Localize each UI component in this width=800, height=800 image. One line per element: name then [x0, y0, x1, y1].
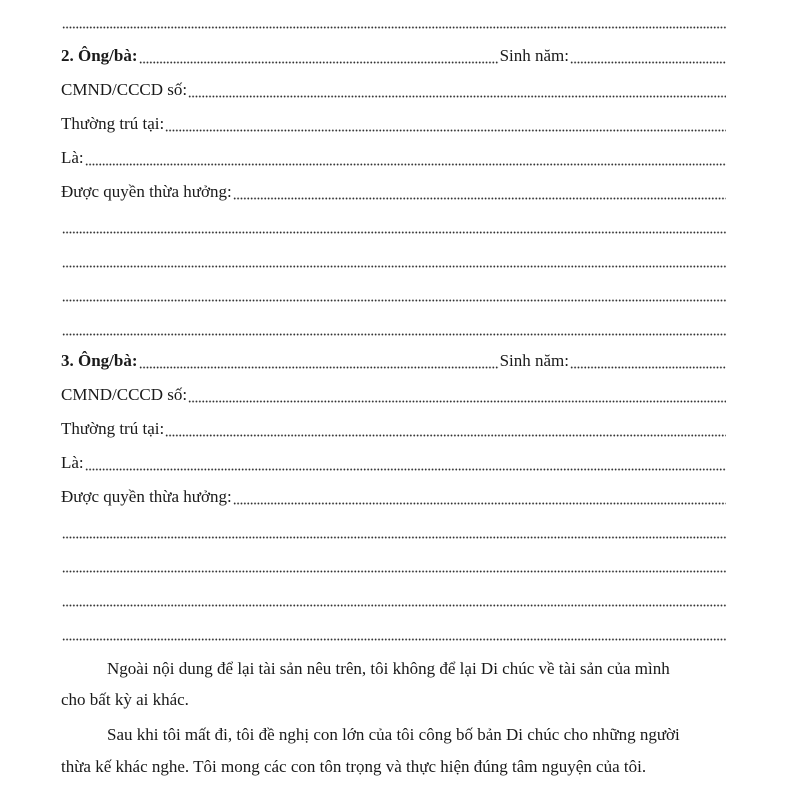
heir-3-id-label: CMND/CCCD số:	[61, 385, 188, 404]
heir-2-id-row	[61, 79, 727, 101]
heir-3-relation-field[interactable]	[85, 452, 726, 474]
blank-line[interactable]	[61, 588, 727, 610]
heir-2-id-label: CMND/CCCD số:	[61, 80, 188, 99]
heir-3-id-row	[61, 384, 727, 406]
paragraph-2-line-2: thừa kế khác nghe. Tôi mong các con tôn trọng và thực hiện đúng tâm nguyện của tôi.	[61, 757, 647, 776]
blank-line[interactable]	[61, 317, 727, 339]
heir-2-id-field[interactable]	[188, 79, 726, 101]
heir-3-birth-field[interactable]	[570, 350, 726, 372]
heir-3-inherit-field[interactable]	[233, 486, 726, 508]
heir-3-id-field[interactable]	[188, 384, 726, 406]
heir-3-residence-row	[61, 418, 727, 440]
blank-line[interactable]	[61, 249, 727, 271]
blank-line[interactable]	[61, 283, 727, 305]
heir-3-residence-field[interactable]	[165, 418, 726, 440]
heir-2-relation-row	[61, 147, 727, 169]
heir-3-residence-label: Thường trú tại:	[61, 419, 165, 438]
heir-3-relation-label: Là:	[61, 453, 84, 472]
heir-2-inherit-field[interactable]	[233, 181, 726, 203]
heir-3-relation-row	[61, 452, 727, 474]
paragraph-1-line-2: cho bất kỳ ai khác.	[61, 690, 189, 709]
heir-3-inherit-label: Được quyền thừa hưởng:	[61, 487, 232, 506]
heir-2-relation-label: Là:	[61, 148, 84, 167]
heir-2-inherit-label: Được quyền thừa hưởng:	[61, 182, 232, 201]
blank-line[interactable]	[61, 10, 727, 32]
heir-3-inherit-row	[61, 486, 727, 508]
heir-3-name-field[interactable]	[139, 350, 499, 372]
blank-line[interactable]	[61, 520, 727, 542]
heir-2-residence-row	[61, 113, 727, 135]
blank-line[interactable]	[61, 622, 727, 644]
paragraph-2-line-1: Sau khi tôi mất đi, tôi đề nghị con lớn của tôi công bố bản Di chúc cho những người	[107, 725, 680, 744]
heir-2-residence-field[interactable]	[165, 113, 726, 135]
heir-2-birth-field[interactable]	[570, 45, 726, 67]
blank-line[interactable]	[61, 554, 727, 576]
heir-2-relation-field[interactable]	[85, 147, 726, 169]
paragraph-1-line-1: Ngoài nội dung để lại tài sản nêu trên, tôi không để lại Di chúc về tài sản của mình	[107, 659, 670, 678]
heir-2-residence-label: Thường trú tại:	[61, 114, 165, 133]
heir-2-name-row	[61, 45, 727, 67]
heir-2-birth-label: Sinh năm:	[499, 46, 569, 65]
blank-line[interactable]	[61, 215, 727, 237]
heir-2-name-field[interactable]	[139, 45, 499, 67]
heir-3-birth-label: Sinh năm:	[499, 351, 569, 370]
heir-3-number-label: 3. Ông/bà:	[61, 351, 138, 370]
heir-2-number-label: 2. Ông/bà:	[61, 46, 138, 65]
heir-3-name-row	[61, 350, 727, 372]
heir-2-inherit-row	[61, 181, 727, 203]
